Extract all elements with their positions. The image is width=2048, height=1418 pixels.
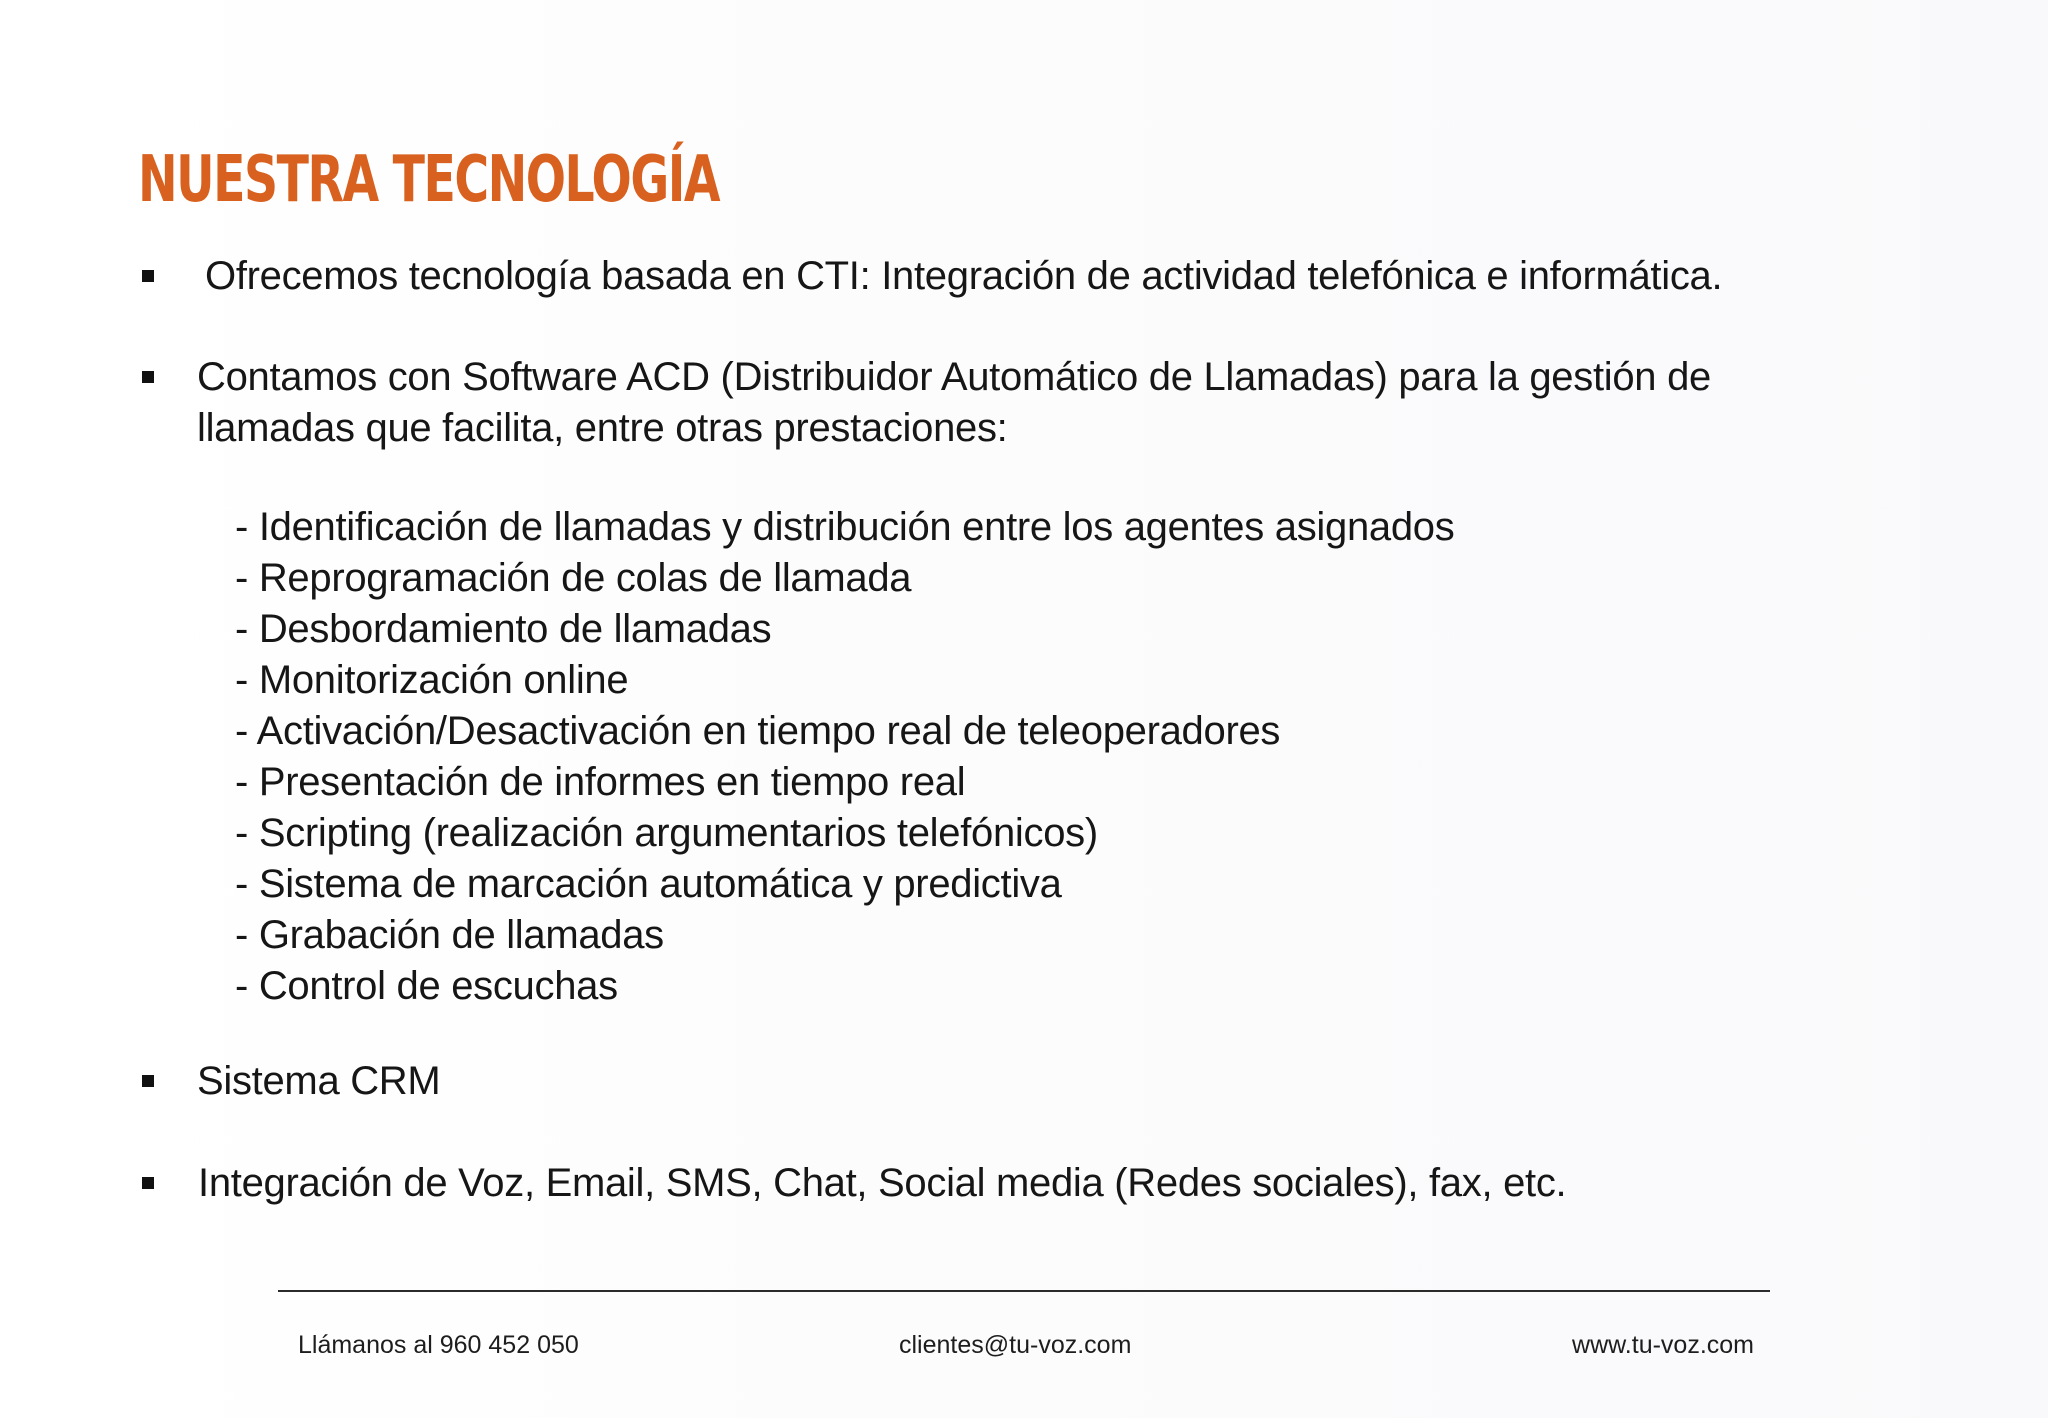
page-title: NUESTRA TECNOLOGÍA: [138, 143, 720, 217]
acd-feature-list: [235, 502, 1454, 1012]
feature-item: - Monitorización online: [235, 658, 629, 702]
bullet-acd-line-1: Contamos con Software ACD (Distribuidor Automático de Llamadas) para la gestión de: [197, 355, 1711, 399]
feature-item: - Control de escuchas: [235, 964, 618, 1008]
footer-email: clientes@tu-voz.com: [899, 1331, 1132, 1359]
feature-item: - Reprogramación de colas de llamada: [235, 556, 912, 600]
bullet-marker: [142, 270, 154, 282]
feature-item: - Activación/Desactivación en tiempo real de teleoperadores: [235, 709, 1281, 753]
bullet-crm: Sistema CRM: [197, 1059, 441, 1103]
feature-item: - Desbordamiento de llamadas: [235, 607, 772, 651]
bullet-marker: [142, 371, 154, 383]
bullet-acd-line-2: llamadas que facilita, entre otras prestaciones:: [197, 406, 1008, 450]
footer-divider: [278, 1290, 1770, 1292]
bullet-marker: [142, 1075, 154, 1087]
feature-item: - Identificación de llamadas y distribución entre los agentes asignados: [235, 505, 1455, 549]
feature-item: - Scripting (realización argumentarios telefónicos): [235, 811, 1098, 855]
feature-item: - Grabación de llamadas: [235, 913, 664, 957]
bullet-marker: [142, 1177, 154, 1189]
footer-website: www.tu-voz.com: [1572, 1331, 1754, 1359]
footer-phone: Llámanos al 960 452 050: [298, 1331, 579, 1359]
bullet-cti: Ofrecemos tecnología basada en CTI: Integración de actividad telefónica e informática.: [205, 254, 1723, 298]
feature-item: - Presentación de informes en tiempo real: [235, 760, 966, 804]
bullet-integration: Integración de Voz, Email, SMS, Chat, Social media (Redes sociales), fax, etc.: [198, 1161, 1567, 1205]
feature-item: - Sistema de marcación automática y predictiva: [235, 862, 1062, 906]
